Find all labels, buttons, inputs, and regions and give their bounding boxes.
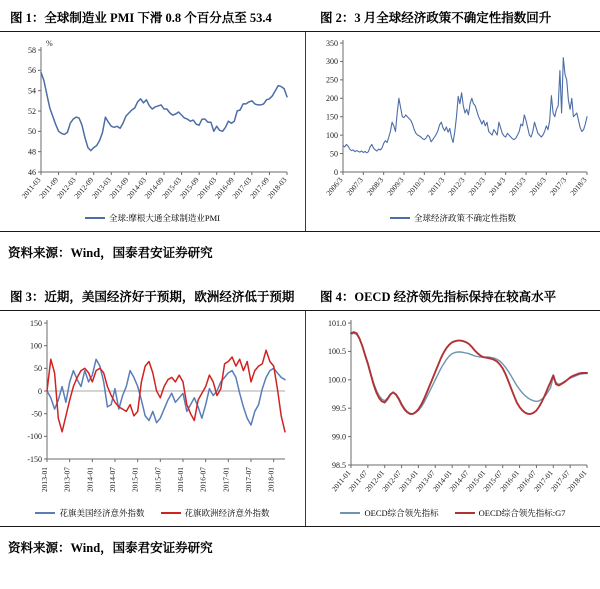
x-tick-label: 2010/3	[405, 175, 426, 198]
x-tick-label: 2014-01	[84, 467, 94, 492]
epu-chart-canvas	[307, 36, 599, 216]
x-tick-label: 2017-07	[548, 468, 572, 494]
y-tick-label: 100.0	[328, 375, 346, 385]
source-note-1: 资料来源：Wind，国泰君安证券研究	[8, 246, 213, 260]
y-tick-label: 101.0	[328, 318, 346, 328]
legend-item	[35, 507, 144, 519]
y-axis-unit-label: %	[45, 39, 53, 48]
y-tick-label: 0	[37, 386, 42, 396]
y-tick-label: 200	[326, 94, 338, 104]
surprise-index-chart	[0, 311, 305, 511]
legend-label: 花旗欧洲经济意外指数	[184, 508, 270, 518]
x-tick-label: 2014-03	[124, 175, 148, 201]
figure-1-title: 图 1：全球制造业 PMI 下滑 0.8 个百分点至 53.4	[10, 11, 272, 25]
figure-2-title: 图 2：3 月全球经济政策不确定性指数回升	[320, 11, 552, 25]
y-tick-label: -50	[30, 409, 42, 419]
x-tick-label: 2016-07	[198, 467, 208, 492]
x-tick-label: 2017-01	[531, 468, 555, 494]
x-tick-label: 2016-01	[498, 468, 522, 494]
x-tick-label: 2015/3	[507, 175, 528, 198]
y-tick-label: 100	[29, 341, 42, 351]
y-tick-label: 50	[33, 364, 42, 374]
x-tick-label: 2012-09	[71, 175, 95, 201]
y-tick-label: 100	[326, 130, 338, 140]
legend-item	[455, 507, 566, 519]
source-note-2: 资料来源：Wind，国泰君安证券研究	[8, 541, 213, 555]
x-tick-label: 2016-01	[175, 467, 185, 492]
epu-chart	[306, 32, 600, 216]
x-tick-label: 2018-03	[265, 175, 289, 201]
y-tick-label: -150	[26, 454, 42, 464]
surprise-index-chart-panel	[0, 311, 306, 526]
y-tick-label: 99.5	[332, 404, 346, 413]
series-line-0	[41, 72, 287, 150]
x-tick-label: 2018/3	[568, 175, 589, 198]
legend-line-swatch	[340, 512, 360, 514]
y-tick-label: 50	[27, 127, 36, 137]
legend-line-swatch	[390, 217, 410, 219]
legend-line-swatch	[455, 512, 475, 514]
x-tick-label: 2015-03	[159, 175, 183, 201]
oecd-cli-chart-panel	[306, 311, 600, 526]
y-tick-label: 52	[27, 106, 36, 116]
legend-item	[85, 212, 220, 224]
legend-line-swatch	[35, 512, 55, 514]
figure-4-title: 图 4：OECD 经济领先指标保持在较高水平	[320, 290, 557, 304]
legend-line-swatch	[85, 217, 105, 219]
x-tick-label: 2015-07	[481, 468, 505, 494]
chart-row-2	[0, 310, 600, 527]
x-tick-label: 2013-03	[89, 175, 113, 201]
x-tick-label: 2009/3	[385, 175, 406, 198]
chart-row-1	[0, 31, 600, 232]
x-tick-label: 2011-07	[346, 468, 370, 494]
legend-label: OECD综合领先指标:G7	[478, 508, 566, 518]
x-tick-label: 2012-07	[380, 468, 404, 494]
x-tick-label: 2011-01	[329, 468, 353, 494]
y-tick-label: -100	[26, 432, 42, 442]
series-line-0	[343, 58, 587, 153]
oecd-chart-canvas	[307, 315, 599, 511]
x-tick-label: 2014-01	[430, 468, 454, 494]
x-tick-label: 2012-01	[363, 468, 387, 494]
x-tick-label: 2011-03	[19, 175, 43, 201]
legend-item	[390, 212, 516, 224]
y-tick-label: 150	[326, 112, 338, 122]
y-tick-label: 56	[27, 66, 36, 76]
x-tick-label: 2018-01	[565, 468, 589, 494]
legend-label: 全球:摩根大通全球制造业PMI	[109, 213, 220, 223]
x-tick-label: 2008/3	[364, 175, 386, 198]
x-tick-label: 2013-09	[106, 175, 130, 201]
x-tick-label: 2012/3	[446, 175, 467, 198]
y-tick-label: 0	[334, 167, 338, 177]
x-tick-label: 2015-01	[464, 468, 488, 494]
legend-item	[161, 507, 270, 519]
figure-3-title: 图 3：近期，美国经济好于预期，欧洲经济低于预期	[10, 290, 295, 304]
y-tick-label: 98.5	[332, 460, 346, 470]
x-tick-label: 2017/3	[547, 175, 569, 198]
x-tick-label: 2015-07	[152, 467, 162, 492]
y-tick-label: 350	[326, 38, 338, 48]
y-tick-label: 48	[27, 147, 36, 157]
x-tick-label: 2013-01	[396, 468, 420, 494]
y-tick-label: 50	[330, 149, 338, 159]
pmi-chart	[0, 32, 305, 216]
epu-chart-panel	[306, 32, 600, 231]
oecd-cli-chart	[306, 311, 600, 511]
x-tick-label: 2018-01	[266, 467, 276, 492]
series-line-1	[351, 332, 587, 414]
y-tick-label: 250	[326, 75, 338, 85]
y-tick-label: 54	[27, 86, 36, 96]
x-tick-label: 2014-07	[107, 467, 117, 492]
y-tick-label: 100.5	[328, 347, 346, 357]
x-tick-label: 2017-09	[247, 175, 271, 201]
pmi-chart-panel	[0, 32, 306, 231]
x-tick-label: 2015-09	[177, 175, 201, 201]
x-tick-label: 2017-07	[243, 467, 253, 492]
x-tick-label: 2012-03	[54, 175, 78, 201]
x-tick-label: 2013-07	[413, 468, 437, 494]
x-tick-label: 2014-07	[447, 468, 471, 494]
x-tick-label: 2007/3	[344, 175, 365, 198]
figure-titles-row-2	[0, 279, 600, 305]
x-tick-label: 2016/3	[527, 175, 548, 198]
y-tick-label: 46	[27, 167, 36, 177]
x-tick-label: 2011-09	[36, 175, 60, 201]
x-tick-label: 2015-01	[130, 467, 140, 492]
y-tick-label: 99.0	[332, 432, 346, 442]
x-tick-label: 2013-01	[39, 467, 49, 492]
legend-line-swatch	[161, 512, 181, 514]
legend-item	[340, 507, 438, 519]
sup-chart-canvas	[7, 315, 299, 511]
figure-titles-row-1	[0, 0, 600, 26]
x-tick-label: 2016-03	[194, 175, 218, 201]
x-tick-label: 2017-01	[220, 467, 230, 492]
x-tick-label: 2013/3	[466, 175, 487, 198]
x-tick-label: 2017-03	[229, 175, 253, 201]
x-tick-label: 2016-09	[212, 175, 236, 201]
x-tick-label: 2014/3	[486, 175, 508, 198]
legend-label: 花旗美国经济意外指数	[59, 508, 145, 518]
legend-label: OECD综合领先指标	[364, 508, 439, 518]
y-tick-label: 150	[29, 318, 42, 328]
y-tick-label: 300	[326, 57, 338, 67]
pmi-chart-canvas	[7, 36, 299, 216]
x-tick-label: 2011/3	[426, 175, 447, 198]
x-tick-label: 2013-07	[62, 467, 72, 492]
y-tick-label: 58	[27, 45, 36, 55]
x-tick-label: 2006/3	[324, 175, 345, 198]
x-tick-label: 2014-09	[142, 175, 166, 201]
x-tick-label: 2016-07	[514, 468, 538, 494]
legend-label: 全球经济政策不确定性指数	[413, 213, 516, 223]
